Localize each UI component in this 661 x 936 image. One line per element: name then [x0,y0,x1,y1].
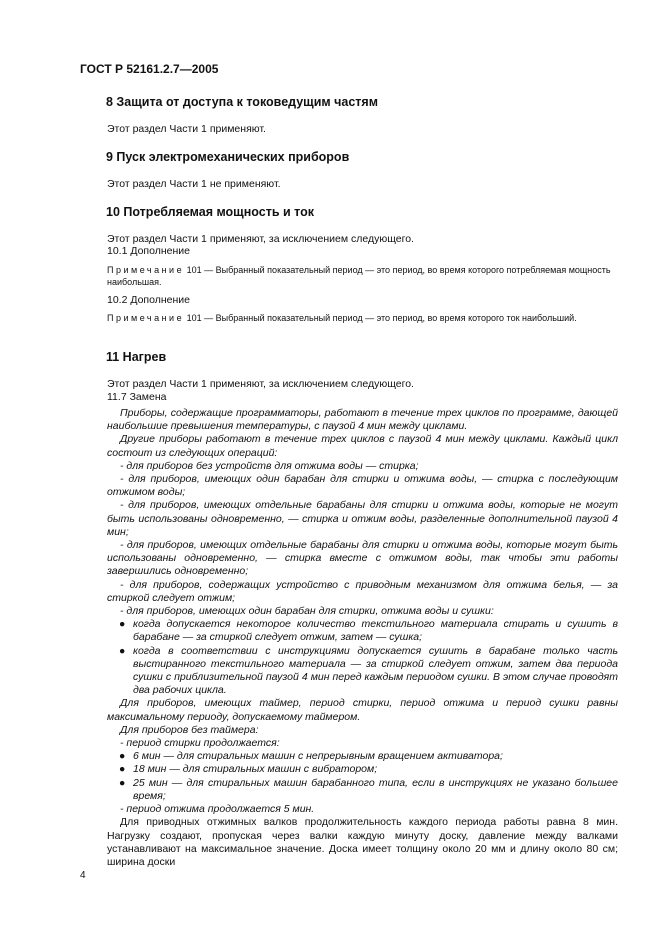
bullet-text: 6 мин — для стиральных машин с непрерывным вращением активатора; [133,750,503,763]
section-8-text: Этот раздел Части 1 применяют. [107,123,266,135]
section-10-text: Этот раздел Части 1 применяют, за исключением следующего. [107,233,414,245]
clause-11-7: 11.7 Замена [107,391,167,403]
section-9-text: Этот раздел Части 1 не применяют. [107,178,281,190]
bullet-icon: ● [119,763,126,776]
note-text: 101 — Выбранный показательный период — это период, во время которого потребляемая мощность наибольшая. [107,265,611,287]
section-9-title: 9 Пуск электромеханических приборов [106,150,350,164]
list-item: - для приборов без устройств для отжима воды — стирка; [120,459,419,472]
list-item: - для приборов, имеющих отдельные барабаны для стирки и отжима воды, которые могут быть использованы одновременно, — стирка вместе с отжимом воды, так чтобы эти работы завершились одновременно; [107,539,618,578]
bullet-item [107,645,618,698]
paragraph: Другие приборы работают в течение трех циклов с паузой 4 мин между циклами. Каждый цикл состоит из следующих операций: [107,433,618,459]
bullet-item [107,618,618,644]
list-item: - для приборов, имеющих один барабан для стирки и отжима воды, — стирка с последующим отжимом воды; [107,473,618,499]
bullet-icon: ● [119,776,126,789]
note-10-2 [107,312,617,324]
section-11-text: Этот раздел Части 1 применяют, за исключением следующего. [107,378,414,390]
bullet-item [107,750,618,763]
list-item: - для приборов, имеющих один барабан для стирки, отжима воды и сушки: [120,605,494,618]
note-text: 101 — Выбранный показательный период — это период, во время которого ток наибольший. [184,313,577,323]
list-item: - период отжима продолжается 5 мин. [120,803,315,816]
bullet-item [107,763,618,776]
clause-11-7-body [107,407,618,869]
section-8-title: 8 Защита от доступа к токоведущим частям [106,95,378,109]
note-label: Примечание [107,313,185,323]
paragraph: Для приводных отжимных валков продолжительность каждого периода работы равна 8 мин. Нагрузку создают, пропуская через валки каждую минуту доску, давление между валками устанавливают на максимальное значение. Доска имеет толщину около 20 мм и длину около 80 см; ширина доски [107,816,618,868]
paragraph: Приборы, содержащие программаторы, работают в течение трех циклов по программе, дающей наибольшие превышения температуры, с паузой 4 мин между циклами. [107,407,618,433]
note-label: Примечание [107,265,185,275]
paragraph: Для приборов, имеющих таймер, период стирки, период отжима и период сушки равны максимальному периоду, допускаемому таймером. [107,697,618,723]
note-10-1 [107,264,617,288]
bullet-icon: ● [119,750,126,763]
bullet-text: 18 мин — для стиральных машин с вибратором; [133,763,378,776]
page-number: 4 [80,870,86,881]
section-10-title: 10 Потребляемая мощность и ток [106,205,314,219]
bullet-text: когда допускается некоторое количество текстильного материала стирать и сушить в барабане — за стиркой следует отжим, затем — сушка; [133,618,618,644]
bullet-text: когда в соответствии с инструкциями допускается сушить в барабане только часть выстиранного текстильного материала — за стиркой следует отжим, затем два периода сушки с приблизительной паузой 4 мин перед каждым периодом сушки. В этом случае проводят два рабочих цикла. [133,644,618,697]
bullet-item [107,777,618,803]
list-item: - для приборов, содержащих устройство с приводным механизмом для отжима белья, — за стиркой следует отжим; [107,578,618,604]
bullet-icon: ● [119,644,126,657]
paragraph: Для приборов без таймера: [120,723,259,736]
list-item: - для приборов, имеющих отдельные барабаны для стирки и отжима воды, которые не могут быть использованы одновременно, — стирка и отжим воды, разделенные дополнительной паузой 4 мин; [107,499,618,538]
list-item: - период стирки продолжается: [120,737,280,750]
document-header: ГОСТ Р 52161.2.7—2005 [80,62,219,76]
clause-10-1: 10.1 Дополнение [107,245,190,257]
clause-10-2: 10.2 Дополнение [107,294,190,306]
section-11-title: 11 Нагрев [106,350,167,364]
bullet-text: 25 мин — для стиральных машин барабанного типа, если в инструкциях не указано большее время; [133,776,618,802]
bullet-icon: ● [119,618,126,631]
